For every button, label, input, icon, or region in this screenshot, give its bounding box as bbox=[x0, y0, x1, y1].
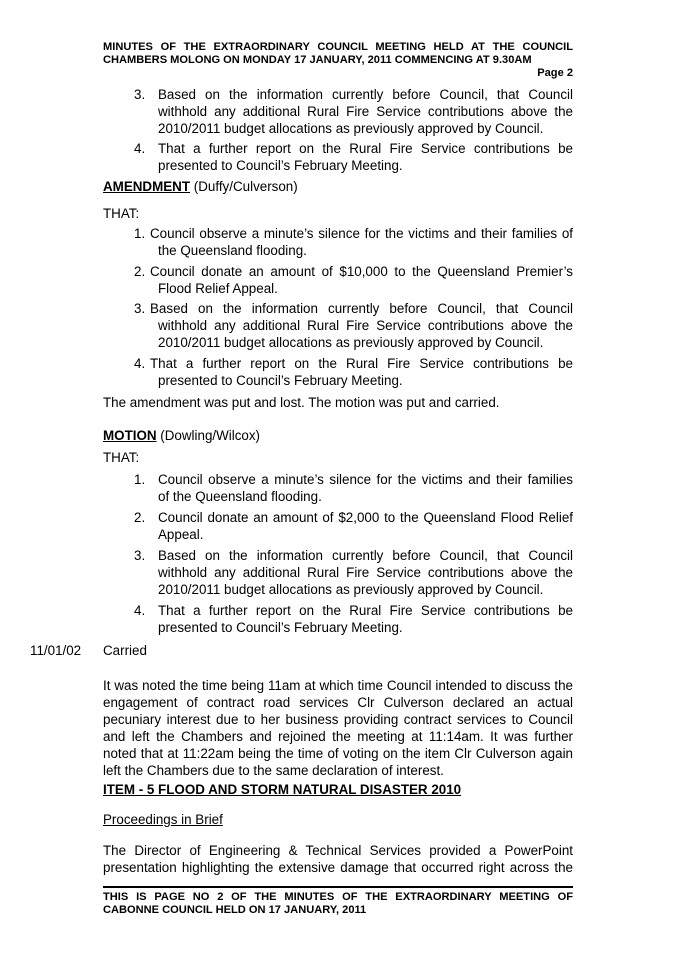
proceedings-subheading: Proceedings in Brief bbox=[103, 812, 223, 827]
resolution-number: 11/01/02 bbox=[30, 643, 82, 658]
noted-paragraph: It was noted the time being 11am at which time Council intended to discuss the engagement of contract road services Clr Culverson declared an actual pecuniary interest due to her business providing contract services to Council and left the Chambers and rejoined the meeting at 11:14am. It was further noted that at 11:22am being the time of voting on the item Clr Culverson again left the Chambers due to the same declaration of interest. bbox=[103, 678, 573, 778]
header-line-1: MINUTES OF THE EXTRAORDINARY COUNCIL MEETING HELD AT THE COUNCIL bbox=[103, 41, 573, 53]
item-text: Based on the information currently before Council, that Council withhold any additional Rural Fire Service contributions above the 2010/2011 budget allocations as previously approved by Council. bbox=[158, 87, 573, 136]
amendment-that: THAT: bbox=[103, 206, 140, 221]
amendment-result: The amendment was put and lost. The motion was put and carried. bbox=[103, 395, 500, 410]
item-number: 4. bbox=[134, 141, 146, 156]
footer-line-1: THIS IS PAGE NO 2 OF THE MINUTES OF THE EXTRAORDINARY MEETING OF bbox=[103, 891, 573, 903]
motion-that: THAT: bbox=[103, 450, 140, 465]
header-line-2: CHAMBERS MOLONG ON MONDAY 17 JANUARY, 2011 COMMENCING AT 9.30AM bbox=[103, 54, 532, 66]
resolution-status: Carried bbox=[103, 643, 147, 658]
motion-heading: MOTION (Dowling/Wilcox) bbox=[103, 428, 260, 443]
amendment-heading: AMENDMENT (Duffy/Culverson) bbox=[103, 179, 298, 194]
item-5-heading: ITEM - 5 FLOOD AND STORM NATURAL DISASTER 2010 bbox=[103, 782, 462, 797]
item-5-text: The Director of Engineering & Technical Services provided a PowerPoint presentation highlighting the extensive damage that occurred right across the bbox=[103, 843, 573, 875]
item-text: That a further report on the Rural Fire Service contributions be presented to Council’s February Meeting. bbox=[158, 141, 573, 173]
footer-divider bbox=[103, 886, 573, 888]
page-number: Page 2 bbox=[537, 67, 573, 79]
document-page: MINUTES OF THE EXTRAORDINARY COUNCIL MEETING HELD AT THE COUNCIL CHAMBERS MOLONG ON MONDAY 17 JANUARY, 2011 COMMENCING AT 9.30AM Page 2 3. Based on the information currently before Council, that Council withhold any additional Rural Fire Service contributions above the 2010/2011 budget allocations as previously approved by Council. 4. That a further report on the Rural Fire Service contributions be presented to Council’s February Meeting. AMENDMENT (Duffy/Culverson) THAT: 1. Council observe a minute’s silence for the victims and their families of the Queensland flooding. 2. Council donate an amount of $10,000 to the Queensland Premier’s Flood Relief Appeal. 3. Based on the information currently before Council, that Council withhold any additional Rural Fire Service contributions above the 2010/2011 budget allocations as previously approved by Council. 4. That a further report on the Rural Fire Service contributions be presented to Council’s February Meeting. The amendment was put and lost. The motion was put and carried. MOTION (Dowling/Wilcox) THAT: 1. Council observe a minute’s silence for the victims and their families of the Queensland flooding. 2. Council donate an amount of $2,000 to the Queensland Flood Relief Appeal. 3. Based on the information currently before Council, that Council withhold any additional Rural Fire Service contributions above the 2010/2011 budget allocations as previously approved by Council. 4. That a further report on the Rural Fire Service contributions be presented to Council’s February Meeting. 11/01/02 Carried It was noted the time being 11am at which time Council intended to discuss the engagement of contract road services Clr Culverson declared an actual pecuniary interest due to her business providing contract services to Council and left the Chambers and rejoined the meeting at 11:14am. It was further noted that at 11:22am being the time of voting on the item Clr Culverson again left the Chambers due to the same declaration of interest. ITEM - 5 FLOOD AND STORM NATURAL DISASTER 2010 Proceedings in Brief The Director of Engineering & Technical Services provided a PowerPoint presentation highlighting the extensive damage that occurred right across the THIS IS PAGE NO 2 OF THE MINUTES OF THE EXTRAORDINARY MEETING OF CABONNE COUNCIL HELD ON 17 JANUARY, 2011 bbox=[30, 41, 573, 916]
item-number: 3. bbox=[134, 87, 146, 102]
footer-line-2: CABONNE COUNCIL HELD ON 17 JANUARY, 2011 bbox=[103, 904, 367, 916]
